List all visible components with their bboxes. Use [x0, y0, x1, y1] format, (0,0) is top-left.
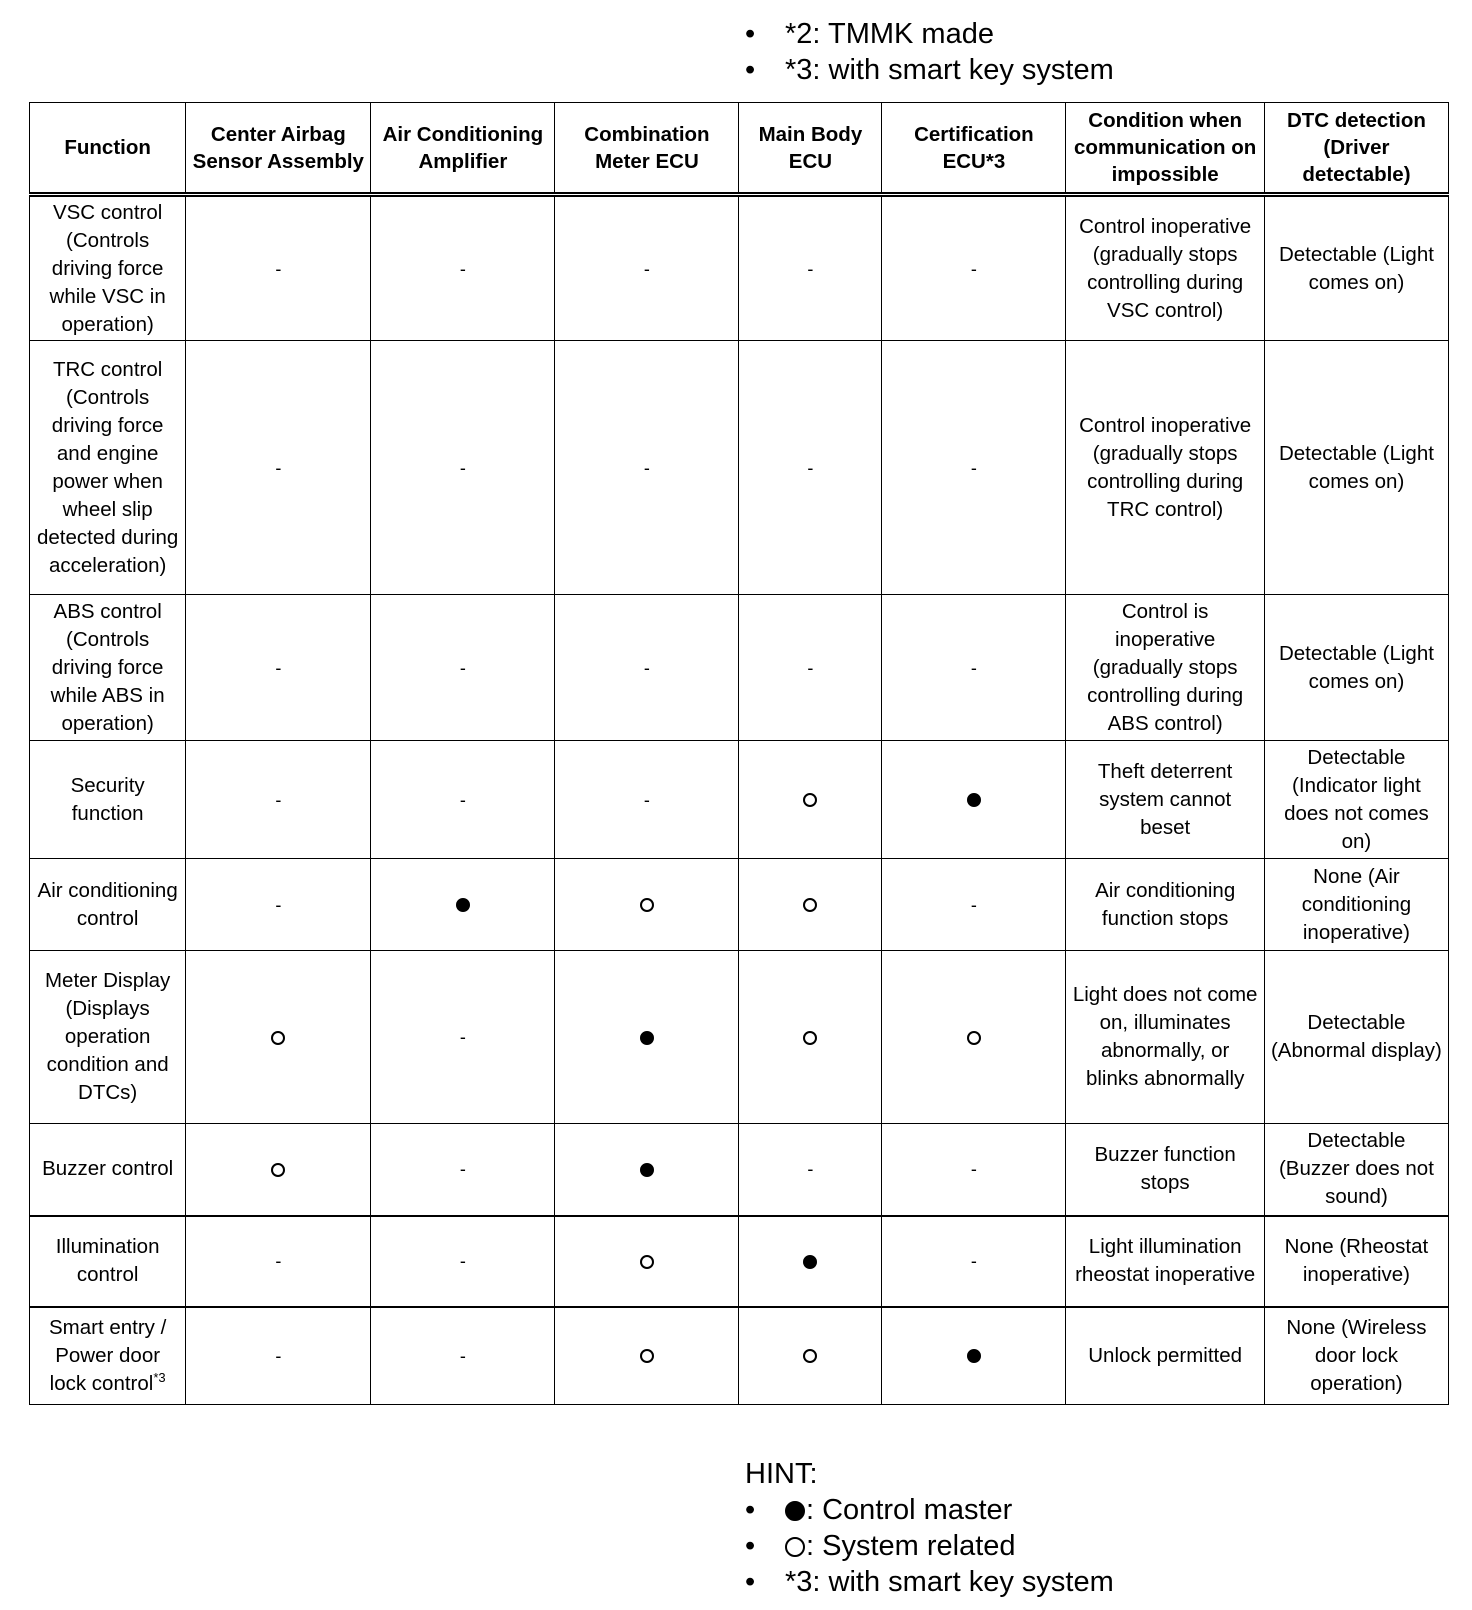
- ecu-cell: [882, 341, 1066, 595]
- dash-value: -: [459, 1159, 466, 1180]
- dtc-cell: None (Air conditioning inoperative): [1264, 859, 1448, 951]
- dash-value: -: [275, 1345, 282, 1366]
- ecu-cell: [555, 341, 739, 595]
- dash-value: -: [970, 1159, 977, 1180]
- ecu-cell: [555, 1216, 739, 1307]
- dtc-cell: Detectable (Abnormal display): [1264, 951, 1448, 1124]
- function-cell: [30, 341, 186, 595]
- header-condition: Condition when communication on impossible: [1066, 103, 1264, 195]
- open-circle-icon: [640, 1349, 654, 1363]
- dash-value: -: [970, 657, 977, 678]
- function-text: ABS control (Controls driving force while ABS in operation): [50, 599, 165, 735]
- note-item: [745, 52, 1114, 88]
- dtc-cell: Detectable (Light comes on): [1264, 595, 1448, 741]
- ecu-cell: [882, 595, 1066, 741]
- hint-title: HINT:: [745, 1458, 818, 1490]
- dash-value: -: [459, 1027, 466, 1047]
- ecu-cell: [739, 1216, 882, 1307]
- hint-item: [745, 1492, 1114, 1528]
- table-row: [30, 341, 1449, 595]
- ecu-cell: [739, 741, 882, 859]
- dash-value: -: [275, 894, 282, 915]
- ecu-cell: [186, 951, 371, 1124]
- open-circle-icon: [785, 1537, 805, 1557]
- ecu-cell: [882, 951, 1066, 1124]
- note-text: *2: TMMK made: [785, 18, 994, 50]
- ecu-cell: [371, 595, 555, 741]
- ecu-cell: [186, 859, 371, 951]
- ecu-cell: [739, 1307, 882, 1405]
- ecu-cell: [555, 195, 739, 341]
- dash-value: -: [643, 657, 650, 678]
- hint-text: : System related: [806, 1530, 1016, 1562]
- function-cell: [30, 1307, 186, 1405]
- condition-cell: Control inoperative (gradually stops controlling during TRC control): [1066, 341, 1264, 595]
- ecu-cell: [371, 1124, 555, 1216]
- ecu-cell: [555, 859, 739, 951]
- ecu-cell: [739, 195, 882, 341]
- dash-value: -: [459, 258, 466, 279]
- dash-value: -: [459, 789, 466, 810]
- dash-value: -: [643, 457, 650, 478]
- ecu-cell: [371, 341, 555, 595]
- open-circle-icon: [271, 1163, 285, 1177]
- header-main-body-ecu: Main Body ECU: [739, 103, 882, 195]
- dash-value: -: [275, 258, 282, 279]
- dash-value: -: [459, 1345, 466, 1366]
- condition-cell: Air conditioning function stops: [1066, 859, 1264, 951]
- function-text: Meter Display (Displays operation condition and DTCs): [44, 969, 171, 1104]
- dtc-cell: None (Rheostat inoperative): [1264, 1216, 1448, 1307]
- dtc-cell: Detectable (Light comes on): [1264, 195, 1448, 341]
- ecu-cell: [371, 951, 555, 1124]
- function-text: Security function: [70, 773, 145, 825]
- dash-value: -: [807, 657, 814, 678]
- dash-value: -: [807, 258, 814, 279]
- open-circle-icon: [803, 1349, 817, 1363]
- dash-value: -: [459, 1251, 466, 1271]
- function-text: VSC control (Controls driving force while VSC in operation): [49, 200, 166, 336]
- ecu-cell: [555, 595, 739, 741]
- header-ac-amplifier: Air Conditioning Amplifier: [371, 103, 555, 195]
- dash-value: -: [275, 789, 282, 810]
- dash-value: -: [970, 1251, 977, 1271]
- bullet: •: [745, 1494, 756, 1526]
- function-text: Illumination control: [55, 1235, 160, 1286]
- header-dtc-detection: DTC detection (Driver detectable): [1264, 103, 1448, 195]
- ecu-cell: [882, 1124, 1066, 1216]
- dash-value: -: [643, 789, 650, 810]
- bullet: •: [745, 1566, 756, 1598]
- table-row: [30, 741, 1449, 859]
- dash-value: -: [643, 258, 650, 279]
- open-circle-icon: [803, 898, 817, 912]
- ecu-cell: [882, 195, 1066, 341]
- dtc-cell: None (Wireless door lock operation): [1264, 1307, 1448, 1405]
- dash-value: -: [459, 657, 466, 678]
- open-circle-icon: [271, 1031, 285, 1045]
- top-notes: [745, 16, 1114, 88]
- filled-circle-icon: [785, 1501, 805, 1521]
- condition-cell: Control inoperative (gradually stops controlling during VSC control): [1066, 195, 1264, 341]
- table-row: [30, 195, 1449, 341]
- header-function: Function: [30, 103, 186, 195]
- header-row: [30, 103, 1449, 195]
- condition-cell: Unlock permitted: [1066, 1307, 1264, 1405]
- ecu-cell: [555, 1307, 739, 1405]
- hint-list: [745, 1492, 1114, 1600]
- condition-cell: Light does not come on, illuminates abnormally, or blinks abnormally: [1066, 951, 1264, 1124]
- dash-value: -: [275, 457, 282, 478]
- open-circle-icon: [803, 793, 817, 807]
- filled-circle-icon: [967, 1349, 981, 1363]
- ecu-cell: [186, 341, 371, 595]
- condition-cell: Control is inoperative (gradually stops controlling during ABS control): [1066, 595, 1264, 741]
- open-circle-icon: [640, 898, 654, 912]
- ecu-cell: [186, 741, 371, 859]
- table-row: [30, 595, 1449, 741]
- ecu-cell: [555, 951, 739, 1124]
- ecu-cell: [371, 1307, 555, 1405]
- dtc-cell: Detectable (Buzzer does not sound): [1264, 1124, 1448, 1216]
- dash-value: -: [275, 657, 282, 678]
- open-circle-icon: [640, 1255, 654, 1269]
- communication-function-table: [29, 102, 1449, 1405]
- dash-value: -: [459, 457, 466, 478]
- function-cell: [30, 1124, 186, 1216]
- function-cell: [30, 1216, 186, 1307]
- dash-value: -: [970, 894, 977, 915]
- dash-value: -: [275, 1251, 282, 1271]
- ecu-cell: [555, 1124, 739, 1216]
- open-circle-icon: [967, 1031, 981, 1045]
- ecu-cell: [739, 951, 882, 1124]
- hint-text: *3: with smart key system: [785, 1566, 1114, 1598]
- function-text: Smart entry / Power door lock control: [48, 1315, 167, 1395]
- dash-value: -: [807, 1159, 814, 1180]
- ecu-cell: [371, 195, 555, 341]
- note-text: *3: with smart key system: [785, 54, 1114, 86]
- table-row: [30, 1124, 1449, 1216]
- ecu-cell: [882, 1307, 1066, 1405]
- ecu-cell: [186, 1216, 371, 1307]
- filled-circle-icon: [456, 898, 470, 912]
- ecu-cell: [739, 1124, 882, 1216]
- ecu-cell: [555, 741, 739, 859]
- footnote-marker: *3: [153, 1369, 166, 1385]
- function-cell: [30, 859, 186, 951]
- dash-value: -: [807, 457, 814, 478]
- ecu-cell: [739, 859, 882, 951]
- table-row: [30, 1307, 1449, 1405]
- ecu-cell: [882, 1216, 1066, 1307]
- bullet: •: [745, 1530, 756, 1562]
- ecu-cell: [371, 741, 555, 859]
- ecu-cell: [186, 1124, 371, 1216]
- header-combination-meter: Combination Meter ECU: [555, 103, 739, 195]
- bullet: •: [745, 54, 756, 86]
- ecu-cell: [186, 195, 371, 341]
- table-row: [30, 1216, 1449, 1307]
- open-circle-icon: [803, 1031, 817, 1045]
- ecu-cell: [739, 595, 882, 741]
- function-text: TRC control (Controls driving force and engine power when wheel slip detected during acceleration): [36, 357, 179, 577]
- filled-circle-icon: [803, 1255, 817, 1269]
- function-cell: [30, 595, 186, 741]
- filled-circle-icon: [640, 1031, 654, 1045]
- ecu-cell: [371, 859, 555, 951]
- function-cell: [30, 195, 186, 341]
- table-row: [30, 951, 1449, 1124]
- hint-item: [745, 1528, 1114, 1564]
- condition-cell: Light illumination rheostat inoperative: [1066, 1216, 1264, 1307]
- function-cell: [30, 951, 186, 1124]
- ecu-cell: [186, 595, 371, 741]
- condition-cell: Buzzer function stops: [1066, 1124, 1264, 1216]
- filled-circle-icon: [640, 1163, 654, 1177]
- filled-circle-icon: [967, 793, 981, 807]
- header-center-airbag: Center Airbag Sensor Assembly: [186, 103, 371, 195]
- condition-cell: Theft deterrent system cannot beset: [1066, 741, 1264, 859]
- dash-value: -: [970, 457, 977, 478]
- function-text: Air conditioning control: [37, 878, 178, 930]
- ecu-cell: [739, 341, 882, 595]
- ecu-cell: [882, 859, 1066, 951]
- note-item: [745, 16, 1114, 52]
- ecu-cell: [186, 1307, 371, 1405]
- hint-text: : Control master: [806, 1494, 1013, 1526]
- function-text: Buzzer control: [42, 1157, 174, 1181]
- dtc-cell: Detectable (Indicator light does not comes on): [1264, 741, 1448, 859]
- ecu-cell: [882, 741, 1066, 859]
- ecu-cell: [371, 1216, 555, 1307]
- hint-item: [745, 1564, 1114, 1600]
- header-certification-ecu: Certification ECU*3: [882, 103, 1066, 195]
- dash-value: -: [970, 258, 977, 279]
- dtc-cell: Detectable (Light comes on): [1264, 341, 1448, 595]
- bullet: •: [745, 18, 756, 50]
- table-row: [30, 859, 1449, 951]
- function-cell: [30, 741, 186, 859]
